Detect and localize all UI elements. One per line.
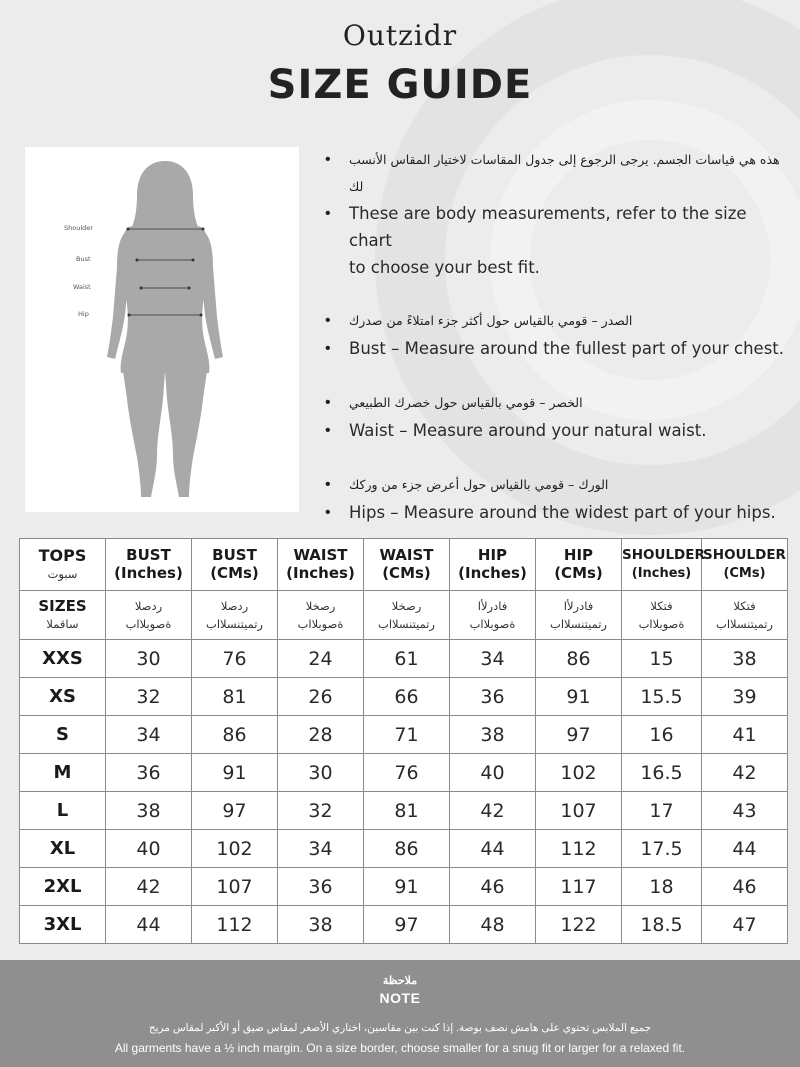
waist-label: Waist	[73, 283, 91, 291]
sizes-title: SIZES	[38, 597, 87, 615]
measurement-cell: 97	[536, 716, 622, 754]
column-header	[106, 539, 192, 591]
measurement-cell: 18.5	[622, 906, 702, 944]
shoulder-label: Shoulder	[64, 224, 93, 232]
column-unit: (Inches)	[286, 564, 355, 582]
table-row	[20, 906, 788, 944]
note-arabic-text: جميع الملابس تحتوي على هامش نصف بوصة. إذا كنت بين مقاسين، اختاري الأصغر لمقاس ضيق أو الأكبر لمقاس مريح	[148, 1022, 652, 1034]
column-arabic-name: فادرلأا	[563, 599, 594, 613]
header	[0, 18, 800, 110]
table-row	[20, 830, 788, 868]
measurement-cell: 107	[536, 792, 622, 830]
table-row	[20, 868, 788, 906]
column-name: SHOULDER	[622, 547, 705, 563]
column-arabic-unit: رتميتنسلااب	[378, 617, 435, 631]
table-row	[20, 792, 788, 830]
tops-arabic: سبوت	[47, 566, 78, 581]
column-arabic-name: فتكلا	[733, 599, 756, 613]
measurement-cell: 18	[622, 868, 702, 906]
size-chart-table	[19, 538, 788, 944]
note-hips	[325, 471, 790, 527]
column-header	[450, 539, 536, 591]
column-arabic-name: رصخلا	[391, 599, 422, 613]
measurement-cell: 41	[702, 716, 788, 754]
measurement-cell: 42	[450, 792, 536, 830]
measurement-cell: 102	[192, 830, 278, 868]
measurement-cell: 66	[364, 678, 450, 716]
column-unit: (CMs)	[723, 566, 766, 581]
bullet-icon: •	[325, 205, 331, 222]
bullet-icon: •	[325, 422, 331, 439]
table-subheader-row	[20, 591, 788, 640]
measurement-cell: 81	[364, 792, 450, 830]
measurement-cell: 32	[106, 678, 192, 716]
column-header	[364, 539, 450, 591]
column-arabic-name: ردصلا	[220, 599, 249, 613]
measurement-cell: 28	[278, 716, 364, 754]
bust-label: Bust	[76, 255, 91, 263]
column-unit: (CMs)	[210, 564, 259, 582]
measurement-cell: 42	[106, 868, 192, 906]
measurement-cell: 39	[702, 678, 788, 716]
brand-logo: Outzidr	[342, 19, 458, 52]
measurement-cell: 42	[702, 754, 788, 792]
column-header	[278, 539, 364, 591]
bullet-icon: •	[325, 340, 331, 357]
measurement-cell: 30	[106, 640, 192, 678]
size-cell: M	[20, 754, 106, 792]
column-unit: (Inches)	[458, 564, 527, 582]
measurement-cell: 76	[364, 754, 450, 792]
footer-note	[0, 960, 800, 1067]
measurement-cell: 17.5	[622, 830, 702, 868]
measurement-cell: 44	[450, 830, 536, 868]
size-cell: XL	[20, 830, 106, 868]
note-english-cont: to choose your best fit.	[349, 258, 540, 277]
column-arabic-header	[364, 591, 450, 640]
column-name: BUST	[126, 546, 171, 564]
column-name: HIP	[477, 546, 508, 564]
measurement-cell: 38	[702, 640, 788, 678]
measurement-cell: 81	[192, 678, 278, 716]
measurement-cell: 36	[278, 868, 364, 906]
table-row	[20, 716, 788, 754]
measurement-cell: 43	[702, 792, 788, 830]
note-arabic: الورك – قومي بالقياس حول أعرض جزء من وركك	[349, 477, 609, 492]
column-arabic-unit: رتميتنسلااب	[716, 617, 773, 631]
column-arabic-name: رصخلا	[305, 599, 336, 613]
measurement-cell: 26	[278, 678, 364, 716]
note-bust	[325, 307, 790, 363]
tops-header-cell	[20, 539, 106, 591]
measurement-cell: 40	[106, 830, 192, 868]
measurement-cell: 112	[536, 830, 622, 868]
column-arabic-header	[278, 591, 364, 640]
column-arabic-name: ردصلا	[134, 599, 163, 613]
column-arabic-header	[192, 591, 278, 640]
column-unit: (Inches)	[114, 564, 183, 582]
measurement-cell: 107	[192, 868, 278, 906]
measurement-cell: 117	[536, 868, 622, 906]
column-name: WAIST	[379, 546, 434, 564]
column-arabic-name: فادرلأا	[477, 599, 508, 613]
measurement-cell: 86	[364, 830, 450, 868]
measurement-cell: 112	[192, 906, 278, 944]
bullet-icon: •	[325, 504, 331, 521]
column-name: BUST	[212, 546, 257, 564]
column-arabic-name: فتكلا	[650, 599, 673, 613]
measurement-cell: 17	[622, 792, 702, 830]
measurement-cell: 76	[192, 640, 278, 678]
body-figure-panel	[25, 147, 299, 512]
column-unit: (CMs)	[554, 564, 603, 582]
column-arabic-header	[106, 591, 192, 640]
measurement-cell: 34	[278, 830, 364, 868]
column-unit: (CMs)	[382, 564, 431, 582]
measurement-cell: 38	[450, 716, 536, 754]
measurement-cell: 97	[192, 792, 278, 830]
column-header	[622, 539, 705, 591]
measurement-cell: 38	[278, 906, 364, 944]
size-cell: XS	[20, 678, 106, 716]
note-english: Hips – Measure around the widest part of your hips.	[349, 503, 776, 522]
note-arabic: هذه هي قياسات الجسم. يرجى الرجوع إلى جدول المقاسات لاختيار المقاس الأنسب لك	[349, 152, 780, 194]
body-silhouette	[25, 147, 299, 512]
column-arabic-unit: ةصوبلااب	[638, 617, 685, 631]
measurement-cell: 122	[536, 906, 622, 944]
bullet-icon: •	[325, 476, 331, 493]
measurement-cell: 91	[364, 868, 450, 906]
column-arabic-header	[702, 591, 788, 640]
column-name: WAIST	[293, 546, 348, 564]
measurement-cell: 15.5	[622, 678, 702, 716]
column-arabic-header	[622, 591, 702, 640]
size-cell: XXS	[20, 640, 106, 678]
size-cell: S	[20, 716, 106, 754]
measurement-cell: 86	[536, 640, 622, 678]
table-row	[20, 678, 788, 716]
measurement-cell: 91	[192, 754, 278, 792]
measurement-cell: 44	[106, 906, 192, 944]
note-english: Waist – Measure around your natural waist.	[349, 421, 707, 440]
note-english: These are body measurements, refer to the size chart	[349, 204, 747, 250]
column-arabic-unit: رتميتنسلااب	[550, 617, 607, 631]
measurement-cell: 36	[450, 678, 536, 716]
measurement-cell: 47	[702, 906, 788, 944]
table-row	[20, 640, 788, 678]
bullet-icon: •	[325, 394, 331, 411]
column-unit: (Inches)	[631, 566, 692, 581]
column-arabic-header	[536, 591, 622, 640]
measurement-cell: 32	[278, 792, 364, 830]
measurement-cell: 97	[364, 906, 450, 944]
size-cell: 3XL	[20, 906, 106, 944]
note-arabic: الخصر – قومي بالقياس حول خصرك الطبيعي	[349, 395, 583, 410]
measurement-cell: 44	[702, 830, 788, 868]
column-arabic-header	[450, 591, 536, 640]
column-name: HIP	[563, 546, 594, 564]
sizes-arabic: ساقملا	[46, 617, 79, 631]
measurement-cell: 46	[702, 868, 788, 906]
note-arabic-title: ملاحظة	[382, 975, 418, 987]
column-header	[702, 539, 788, 591]
measurement-cell: 40	[450, 754, 536, 792]
measurement-cell: 71	[364, 716, 450, 754]
column-arabic-unit: ةصوبلااب	[125, 617, 172, 631]
tops-title: TOPS	[38, 545, 87, 565]
measurement-cell: 36	[106, 754, 192, 792]
measurement-cell: 30	[278, 754, 364, 792]
measurement-cell: 16.5	[622, 754, 702, 792]
measurement-cell: 16	[622, 716, 702, 754]
measurement-cell: 102	[536, 754, 622, 792]
measurement-cell: 15	[622, 640, 702, 678]
table-header-row	[20, 539, 788, 591]
measurement-cell: 24	[278, 640, 364, 678]
bullet-icon: •	[325, 151, 331, 168]
measurement-notes	[325, 146, 790, 549]
measurement-cell: 86	[192, 716, 278, 754]
hip-label: Hip	[78, 310, 89, 318]
measurement-cell: 61	[364, 640, 450, 678]
sizes-header-cell	[20, 591, 106, 640]
note-waist	[325, 389, 790, 445]
bullet-icon: •	[325, 312, 331, 329]
size-cell: 2XL	[20, 868, 106, 906]
note-text: All garments have a ½ inch margin. On a size border, choose smaller for a snug fit or larger for a relaxed fit.	[114, 1041, 686, 1055]
note-title: NOTE	[379, 990, 421, 1006]
measurement-cell: 34	[450, 640, 536, 678]
measurement-cell: 48	[450, 906, 536, 944]
size-cell: L	[20, 792, 106, 830]
measurement-cell: 38	[106, 792, 192, 830]
measurement-cell: 46	[450, 868, 536, 906]
page-title: SIZE GUIDE	[267, 62, 533, 108]
note-intro	[325, 146, 790, 281]
column-header	[192, 539, 278, 591]
column-arabic-unit: ةصوبلااب	[469, 617, 516, 631]
measurement-cell: 91	[536, 678, 622, 716]
column-arabic-unit: ةصوبلااب	[297, 617, 344, 631]
note-english: Bust – Measure around the fullest part of your chest.	[349, 339, 785, 358]
column-name: SHOULDER	[703, 547, 786, 563]
note-arabic: الصدر – قومي بالقياس حول أكثر جزء امتلاءً من صدرك	[349, 313, 633, 328]
measurement-cell: 34	[106, 716, 192, 754]
column-arabic-unit: رتميتنسلااب	[206, 617, 263, 631]
table-row	[20, 754, 788, 792]
column-header	[536, 539, 622, 591]
